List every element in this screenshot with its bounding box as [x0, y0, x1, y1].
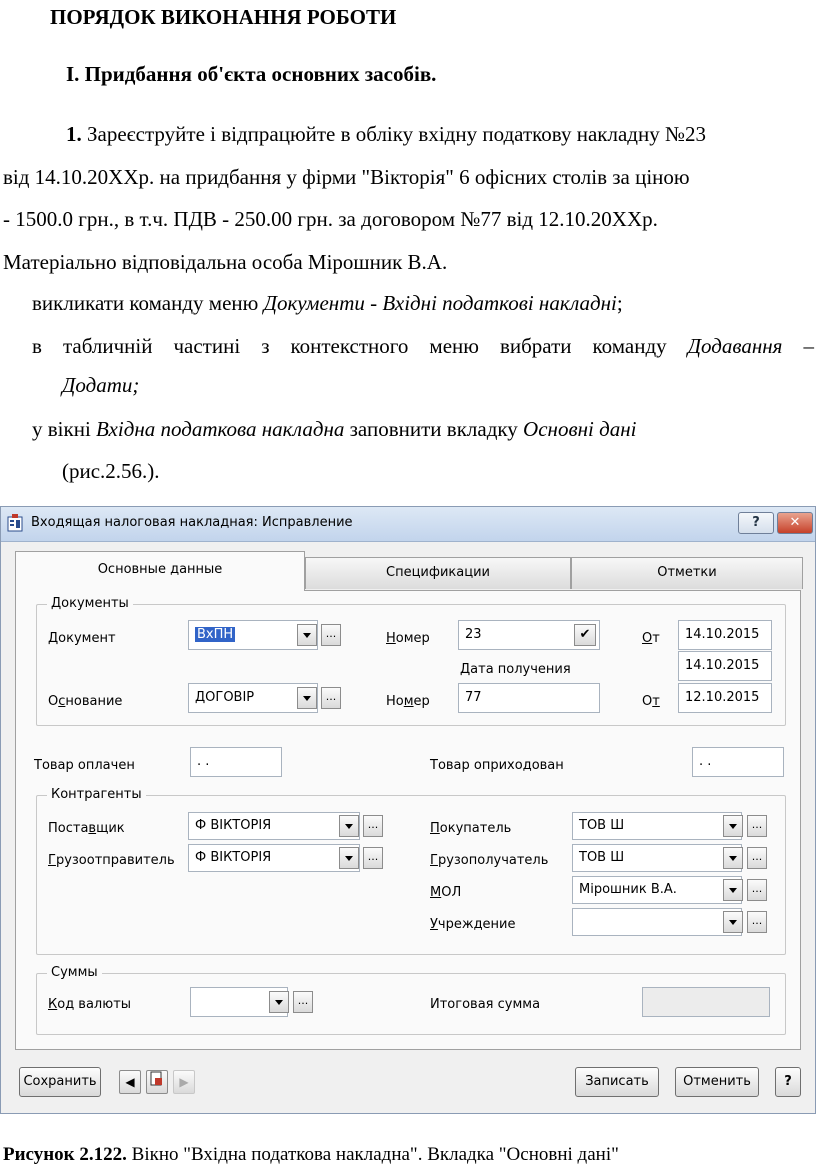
para1-l1: Зареєструйте і відпрацюйте в обліку вхідну податкову накладну №23 — [87, 122, 706, 146]
step3 — [32, 417, 636, 441]
basis-date-input[interactable]: 12.10.2015 — [678, 683, 772, 713]
receive-date-input[interactable]: 14.10.2015 — [678, 651, 772, 681]
step2-italic: Додавання — [687, 334, 783, 358]
cancel-button[interactable]: Отменить — [675, 1067, 759, 1097]
step2-line1 — [32, 334, 814, 358]
tab-specifications[interactable]: Спецификации — [305, 557, 571, 589]
total-label: Итоговая сумма — [430, 997, 541, 1012]
mol-field[interactable]: Мірошник В.А. — [572, 876, 742, 904]
number-input[interactable]: 23 — [458, 620, 600, 650]
step2-word: контекстного — [290, 334, 409, 358]
heading: ПОРЯДОК ВИКОНАННЯ РОБОТИ — [50, 5, 397, 29]
supplier-label: Поставщик — [48, 821, 125, 836]
shipper-label: Грузоотправитель — [48, 853, 175, 868]
step1 — [32, 291, 623, 315]
step2-word: меню — [429, 334, 479, 358]
step1-end: ; — [616, 291, 623, 315]
save-button[interactable]: Сохранить — [19, 1067, 101, 1097]
number-label: Номер — [386, 631, 430, 646]
step1-menu: Документи - Вхідні податкові накладні — [263, 291, 617, 315]
step2-word: табличній — [62, 334, 153, 358]
section-title: І. Придбання об'єкта основних засобів. — [66, 62, 437, 86]
shipper-field[interactable]: Ф ВІКТОРІЯ — [188, 844, 360, 872]
date-input[interactable]: 14.10.2015 — [678, 620, 772, 650]
prev-arrow-icon[interactable]: ◀ — [119, 1070, 141, 1094]
institution-label: Учреждение — [430, 917, 516, 932]
supplier-field[interactable]: Ф ВІКТОРІЯ — [188, 812, 360, 840]
basis-date-label: От — [642, 694, 660, 709]
paid-date-input[interactable]: . . — [190, 747, 282, 777]
caption-label: Рисунок 2.122. — [3, 1144, 127, 1165]
step2-word: в — [32, 334, 42, 358]
chevron-down-icon[interactable] — [339, 815, 359, 837]
tab-bar — [15, 551, 805, 591]
para1-line2: від 14.10.20ХХр. на придбання у фірми "Вікторія" 6 офісних столів за ціною — [3, 165, 690, 189]
title-bar — [1, 507, 815, 542]
help-question-button[interactable]: ? — [775, 1067, 801, 1097]
document-nav-icon[interactable] — [146, 1070, 168, 1094]
window-title: Входящая налоговая накладная: Исправление — [31, 515, 353, 530]
consignee-label: Грузополучатель — [430, 853, 549, 868]
para1-number: 1. — [66, 122, 82, 146]
documents-group-title: Документы — [47, 596, 133, 611]
ellipsis-button[interactable]: ... — [363, 815, 383, 837]
para1-line4: Матеріально відповідальна особа Мірошник В.А. — [3, 250, 448, 274]
basis-label: Основание — [48, 694, 123, 709]
step2-word: команду — [592, 334, 667, 358]
currency-label: Код валюты — [48, 997, 132, 1012]
ellipsis-button[interactable]: ... — [321, 624, 341, 646]
step2-line2: Додати; — [62, 373, 140, 397]
tab-main-data[interactable]: Основные данные — [15, 551, 305, 591]
ellipsis-button[interactable]: ... — [747, 847, 767, 869]
figure-caption — [3, 1143, 619, 1167]
contragents-group-title: Контрагенты — [47, 787, 146, 802]
step1-text: викликати команду меню — [32, 291, 264, 315]
check-icon[interactable]: ✔ — [574, 624, 596, 646]
tab-marks[interactable]: Отметки — [571, 557, 803, 589]
ellipsis-button[interactable]: ... — [293, 991, 313, 1013]
buyer-field[interactable]: ТОВ Ш — [572, 812, 742, 840]
chevron-down-icon[interactable] — [723, 911, 743, 933]
basis-field[interactable]: ДОГОВІР — [188, 683, 318, 713]
para1-line3: - 1500.0 грн., в т.ч. ПДВ - 250.00 грн. за договором №77 від 12.10.20ХХр. — [3, 207, 658, 231]
step3-window: Вхідна податкова накладна — [96, 417, 345, 441]
document-icon — [7, 514, 25, 532]
tab-panel — [15, 590, 801, 1050]
chevron-down-icon[interactable] — [339, 847, 359, 869]
ellipsis-button[interactable]: ... — [747, 911, 767, 933]
date-label: От — [642, 631, 660, 646]
ellipsis-button[interactable]: ... — [363, 847, 383, 869]
step2-word: вибрати — [499, 334, 572, 358]
ellipsis-button[interactable]: ... — [321, 687, 341, 709]
received-date-input[interactable]: . . — [692, 747, 784, 777]
step3-figure-ref: (рис.2.56.). — [62, 459, 160, 483]
document-value: ВхПН — [197, 627, 234, 642]
chevron-down-icon[interactable] — [723, 815, 743, 837]
step2-word: з — [261, 334, 270, 358]
ellipsis-button[interactable]: ... — [747, 879, 767, 901]
received-label: Товар оприходован — [430, 758, 564, 773]
receive-date-label: Дата получения — [460, 662, 571, 677]
document-label: Документ — [48, 631, 116, 646]
basis-number-label: Номер — [386, 694, 430, 709]
chevron-down-icon[interactable] — [269, 991, 289, 1013]
next-arrow-icon[interactable]: ▶ — [173, 1070, 195, 1094]
chevron-down-icon[interactable] — [297, 624, 317, 646]
buyer-label: Покупатель — [430, 821, 512, 836]
paid-label: Товар оплачен — [34, 758, 135, 773]
chevron-down-icon[interactable] — [723, 847, 743, 869]
caption-text: Вікно "Вхідна податкова накладна". Вкладка "Основні дані" — [126, 1144, 619, 1165]
basis-number-input[interactable]: 77 — [458, 683, 600, 713]
step2-word: частині — [173, 334, 241, 358]
institution-field[interactable] — [572, 908, 742, 936]
close-button[interactable]: ✕ — [777, 512, 813, 534]
para1-line1 — [66, 122, 706, 146]
write-button[interactable]: Записать — [575, 1067, 659, 1097]
total-field — [642, 987, 770, 1017]
step3-tab: Основні дані — [523, 417, 637, 441]
help-button[interactable]: ? — [738, 512, 774, 534]
ellipsis-button[interactable]: ... — [747, 815, 767, 837]
page-red-icon — [150, 1071, 164, 1087]
chevron-down-icon[interactable] — [723, 879, 743, 901]
sums-group-title: Суммы — [47, 965, 102, 980]
invoice-window — [0, 506, 816, 1114]
mol-label: МОЛ — [430, 885, 462, 900]
step2-dash: – — [803, 334, 814, 358]
step3-mid: заповнити вкладку — [349, 417, 524, 441]
consignee-field[interactable]: ТОВ Ш — [572, 844, 742, 872]
chevron-down-icon[interactable] — [297, 687, 317, 709]
step3-pre: у вікні — [32, 417, 97, 441]
